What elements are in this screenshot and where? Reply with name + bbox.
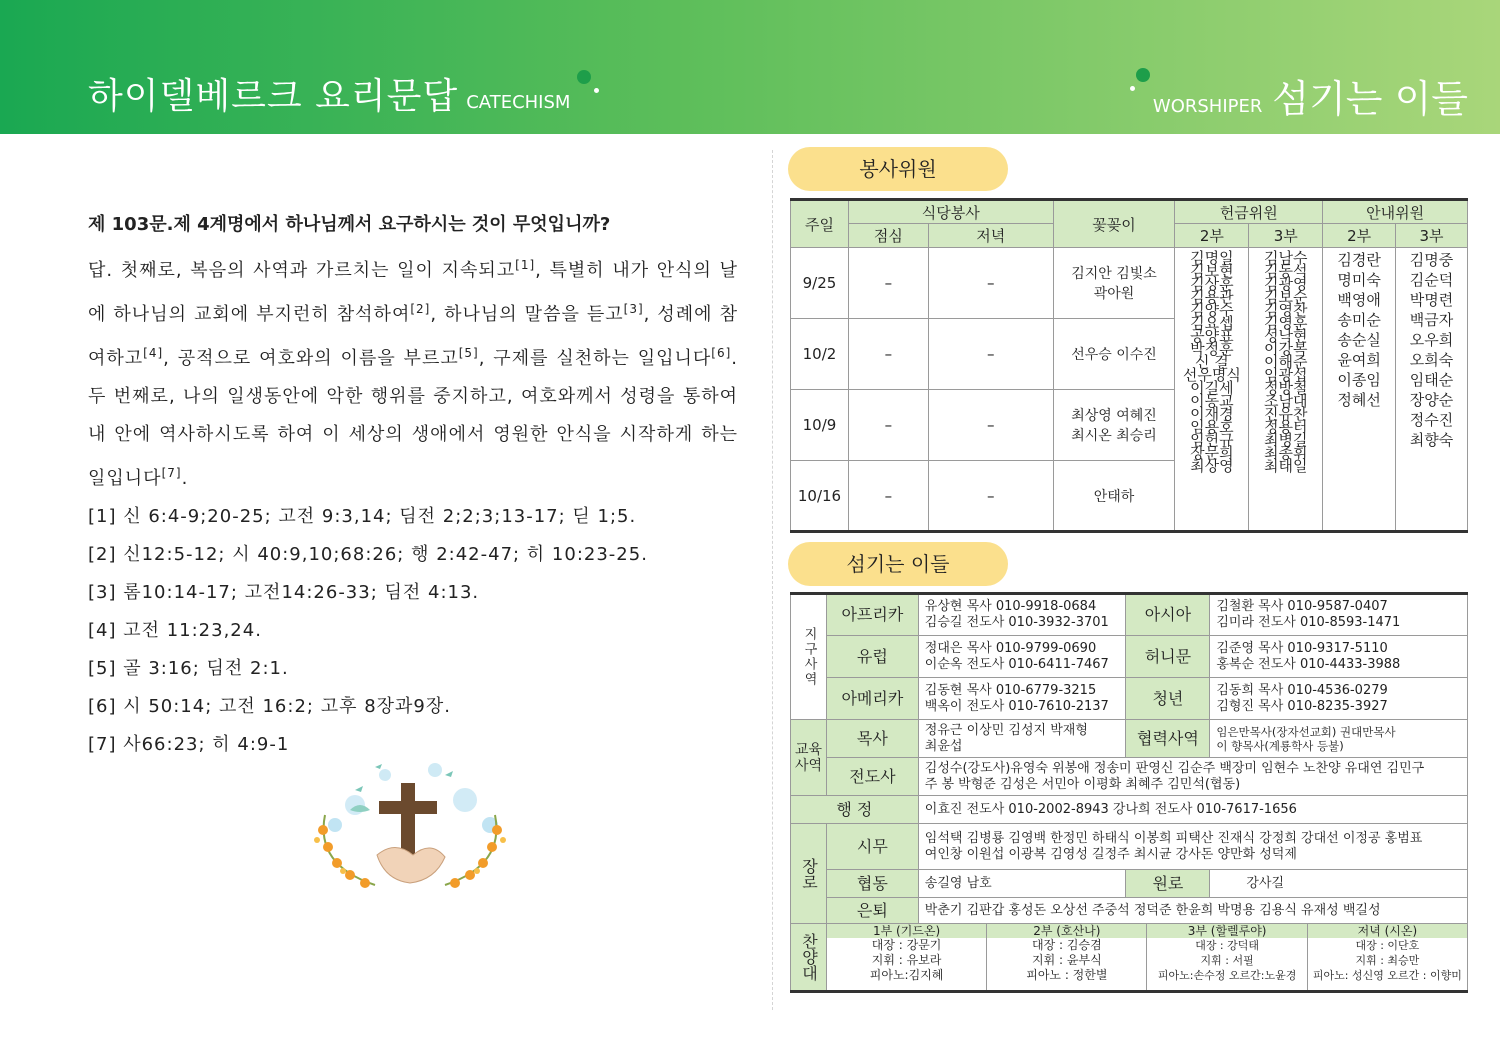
honeymoon-label: 허니문 (1126, 636, 1210, 678)
active-elder-label: 시무 (826, 824, 918, 870)
reference-line: [7] 사66:23; 히 4:9-1 (88, 734, 290, 755)
offering-3-names: 김남수 김동석 김광영 김보순 김영찬 김영훈 성낙현 이강복 이해준 임광섭 정방철 조남대 진유찬 정용터 최병길 최종휘 최태일 (1249, 248, 1323, 532)
volunteers-pill: 봉사위원 (788, 147, 1008, 191)
row-lunch: – (848, 248, 928, 319)
col-meal: 식당봉사 (848, 200, 1053, 224)
row-flower: 선우승 이수진 (1053, 319, 1175, 390)
catechism-heading: 하이델베르크 요리문답 (88, 76, 459, 117)
coop-value: 임은만목사(장자선교회) 권대만목사 이 향목사(계룡학사 등불) (1210, 720, 1468, 758)
europe-label: 유럽 (826, 636, 918, 678)
row-flower: 안태하 (1053, 461, 1175, 532)
worshiper-subtitle: WORSHIPER (1152, 96, 1263, 117)
assoc-elder-value: 송길영 남호 (918, 870, 1126, 898)
page-divider (772, 150, 773, 1010)
evangelist-label: 전도사 (826, 758, 918, 796)
col-dinner: 저녁 (928, 224, 1053, 248)
col-offering: 헌금위원 (1175, 200, 1323, 224)
col-lunch: 점심 (848, 224, 928, 248)
reference-line: [3] 롬10:14-17; 고전14:26-33; 딤전 4:13. (88, 582, 480, 603)
green-dot-icon (577, 70, 591, 84)
senior-elder-value: 강사길 (1210, 870, 1468, 898)
assoc-elder-label: 협동 (826, 870, 918, 898)
servants-table (790, 592, 1468, 993)
africa-label: 아프리카 (826, 594, 918, 636)
row-dinner: – (928, 461, 1053, 532)
cross-wreath-illustration (295, 745, 525, 895)
row-date: 10/9 (791, 390, 849, 461)
page-header (0, 0, 1500, 134)
row-date: 10/16 (791, 461, 849, 532)
usher-2-names: 김경란 명미숙 백영애 송미순 송순실 윤여희 이종임 정혜선 (1323, 248, 1396, 532)
reference-line: [1] 신 6:4-9;20-25; 고전 9:3,14; 딤전 2;2;3;13-17; 딛 1;5. (88, 506, 637, 527)
youth-label: 청년 (1126, 678, 1210, 720)
usher-3-names: 김명중 김순덕 박명련 백금자 오우희 오희숙 임태순 장양순 정수진 최향숙 (1396, 248, 1468, 532)
africa-value: 유상현 목사 010-9918-0684 김승길 전도사 010-3932-3701 (918, 594, 1126, 636)
reference-line: [2] 신12:5-12; 시 40:9,10;68:26; 행 2:42-47; 히 10:23-25. (88, 544, 648, 565)
catechism-question: 제 103문.제 4계명에서 하나님께서 요구하시는 것이 무엇입니까? (88, 214, 611, 235)
col-usher-2: 2부 (1323, 224, 1396, 248)
pastor-label: 목사 (826, 720, 918, 758)
youth-value: 김동희 목사 010-4536-0279 김형진 목사 010-8235-3927 (1210, 678, 1468, 720)
choir-block (1308, 924, 1467, 990)
green-dot-icon (1136, 68, 1150, 82)
table-row (791, 248, 1468, 319)
choir-name: 저녁 (시온) (1308, 924, 1467, 938)
choir-name: 2부 (호산나) (987, 924, 1146, 938)
worshiper-title (1153, 68, 1468, 123)
region-label: 지구사역 (791, 594, 827, 720)
catechism-answer: 답. 첫째로, 복음의 사역과 가르치는 일이 지속되고[1], 특별히 내가 안식의 날에 하나님의 교회에 부지런히 참석하여[2], 하나님의 말씀을 듣고[3], 성례에 참여하고[4], 공적으로 여호와의 이름을 부르고[5], 구제를 실천하는 일입니다[6]. 두 번째로, 나의 일생동안에 악한 행위를 중지하고, 여호와께서 성령을 통하여 내 안에 역사하시도록 하여 이 세상의 생애에서 영원한 안식을 시작하게 하는 일입니다[7]. (88, 258, 739, 489)
row-lunch: – (848, 390, 928, 461)
row-dinner: – (928, 248, 1053, 319)
catechism-subtitle: CATECHISM (466, 92, 571, 113)
america-label: 아메리카 (826, 678, 918, 720)
elder-label: 장로 (791, 824, 827, 924)
admin-value: 이효진 전도사 010-2002-8943 강나희 전도사 010-7617-1656 (918, 796, 1467, 824)
choir-info: 대장 : 강덕태 지휘 : 서필 피아노:손수정 오르간:노윤경 (1157, 939, 1297, 982)
retired-elder-value: 박춘기 김판갑 홍성돈 오상선 주중석 정덕준 한윤희 박명용 김용식 유재성 백길성 (918, 898, 1467, 924)
row-date: 9/25 (791, 248, 849, 319)
europe-value: 정대은 목사 010-9799-0690 이순옥 전도사 010-6411-7467 (918, 636, 1126, 678)
servants-pill: 섬기는 이들 (788, 542, 1008, 586)
pastor-value: 정유근 이상민 김성지 박재형 최윤섭 (918, 720, 1126, 758)
col-flower: 꽃꽂이 (1053, 200, 1175, 248)
education-label: 교육사역 (791, 720, 827, 796)
catechism-section (88, 206, 738, 764)
retired-elder-label: 은퇴 (826, 898, 918, 924)
row-flower: 김지안 김빛소 곽아원 (1053, 248, 1175, 319)
honeymoon-value: 김준영 목사 010-9317-5110 홍복순 전도사 010-4433-3988 (1210, 636, 1468, 678)
evangelist-value: 김성수(강도사)유영숙 위봉애 정송미 판영신 김순주 백장미 임현수 노찬양 유대연 김민구 주 봉 박형준 김성은 서민아 이평화 최혜주 김민석(협동) (918, 758, 1467, 796)
choir-name: 3부 (할렐루야) (1147, 924, 1306, 938)
choir-label: 찬양대 (791, 924, 827, 992)
reference-line: [4] 고전 11:23,24. (88, 620, 262, 641)
reference-line: [6] 시 50:14; 고전 16:2; 고후 8장과9장. (88, 696, 451, 717)
col-offering-2: 2부 (1175, 224, 1249, 248)
volunteers-table (790, 198, 1468, 533)
white-dot-icon (1130, 86, 1135, 91)
col-offering-3: 3부 (1249, 224, 1323, 248)
col-date: 주일 (791, 200, 849, 248)
choir-info: 대장 : 이단호 지휘 : 최승만 피아노: 성신영 오르간 : 이향미 (1312, 939, 1462, 982)
choir-block (827, 924, 987, 990)
senior-elder-label: 원로 (1126, 870, 1210, 898)
reference-line: [5] 골 3:16; 딤전 2:1. (88, 658, 289, 679)
row-lunch: – (848, 319, 928, 390)
choir-name: 1부 (기드온) (827, 924, 986, 938)
active-elder-value: 임석택 김병룡 김영백 한정민 하태식 이봉희 피택산 진재식 강정희 강대선 이정공 홍범표 여인창 이원섭 이광복 김영성 길정주 최시균 강사돈 양만화 성덕제 (918, 824, 1467, 870)
asia-value: 김철환 목사 010-9587-0407 김미라 전도사 010-8593-1471 (1210, 594, 1468, 636)
choir-block (1147, 924, 1307, 990)
row-dinner: – (928, 319, 1053, 390)
row-date: 10/2 (791, 319, 849, 390)
row-dinner: – (928, 390, 1053, 461)
choir-grid (826, 924, 1467, 992)
offering-2-names: 김명일 김보현 김상훈 김용관 김양수 김요셉 공양표 박정훈 신 걸 선우명식 이길세 이동교 이재경 임용호 임헌규 장문희 최상영 (1175, 248, 1249, 532)
worshiper-heading: 섬기는 이들 (1272, 77, 1468, 121)
choir-info: 대장 : 김승겸 지휘 : 윤부식 피아노 : 정한별 (1026, 938, 1108, 982)
choir-block (987, 924, 1147, 990)
catechism-title (88, 68, 570, 119)
choir-info: 대장 : 강문기 지휘 : 유보라 피아노:김지혜 (869, 938, 944, 982)
row-flower: 최상영 여혜진 최시온 최승리 (1053, 390, 1175, 461)
america-value: 김동현 목사 010-6779-3215 백옥이 전도사 010-7610-2137 (918, 678, 1126, 720)
admin-label: 행 정 (791, 796, 919, 824)
asia-label: 아시아 (1126, 594, 1210, 636)
white-dot-icon (594, 88, 599, 93)
col-usher-3: 3부 (1396, 224, 1468, 248)
col-usher: 안내위원 (1323, 200, 1468, 224)
coop-label: 협력사역 (1126, 720, 1210, 758)
row-lunch: – (848, 461, 928, 532)
